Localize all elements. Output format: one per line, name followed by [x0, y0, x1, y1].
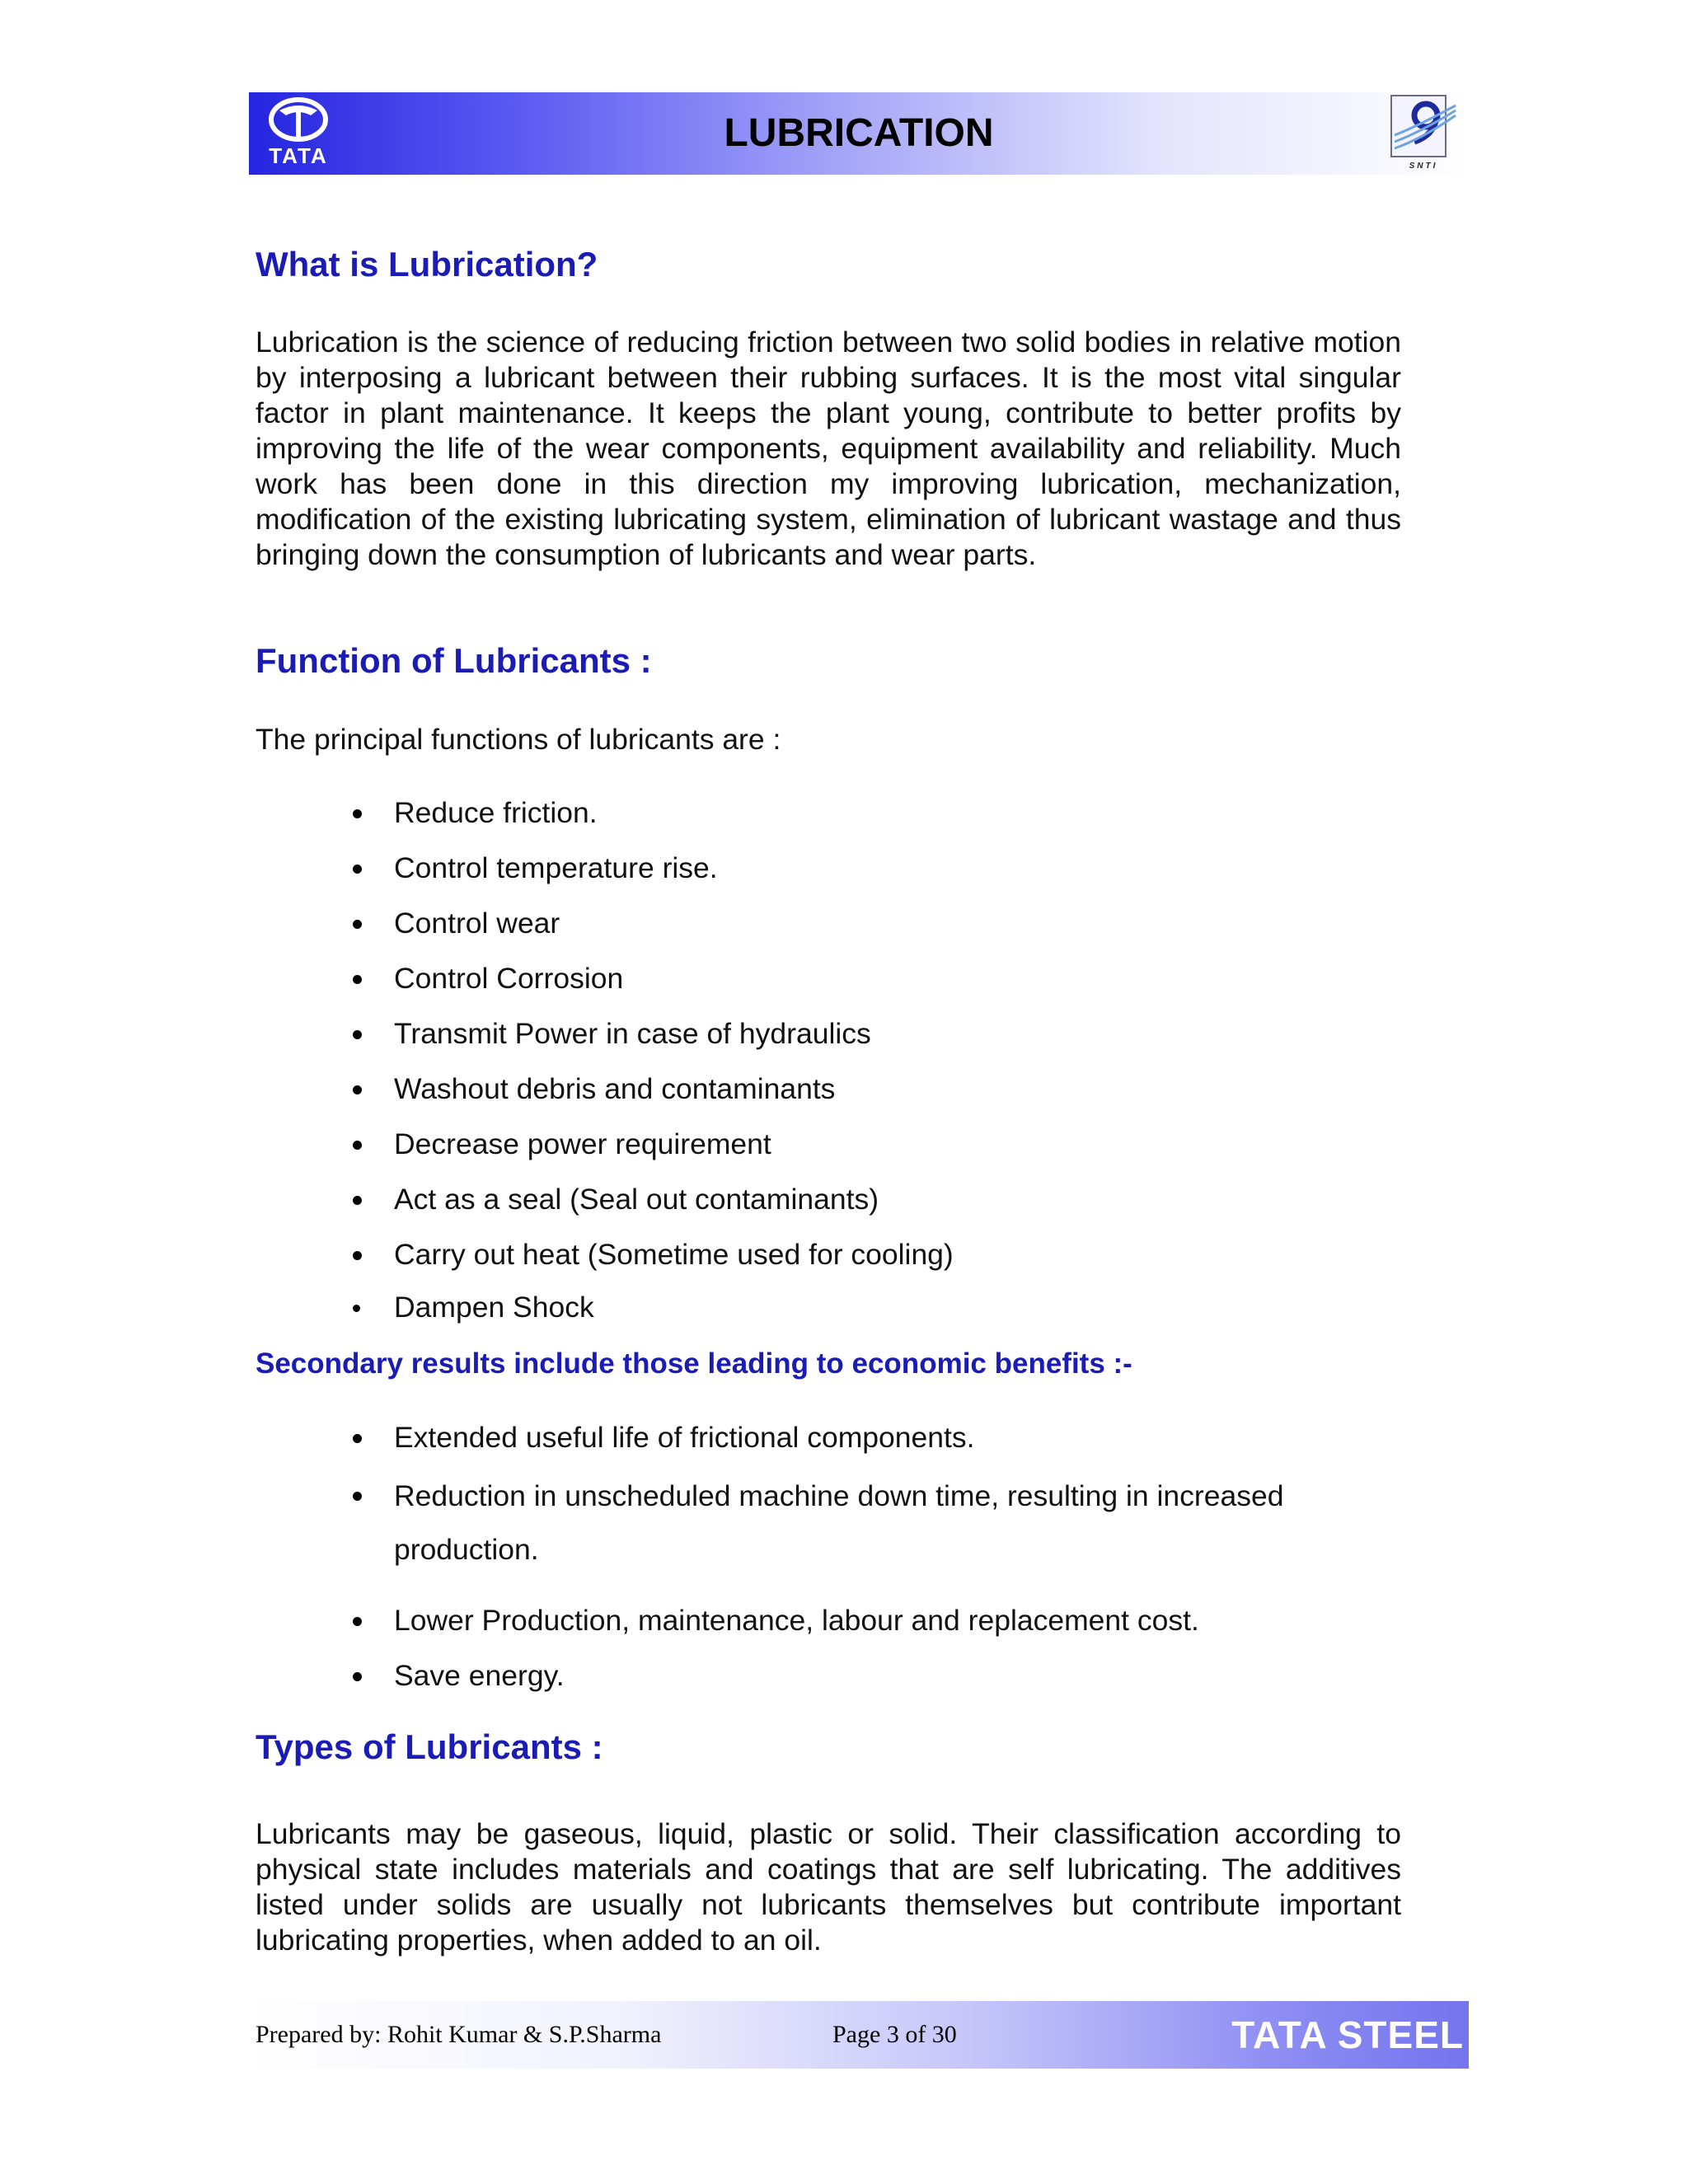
list-item: Washout debris and contaminants — [256, 1071, 1401, 1107]
header-band — [249, 92, 1469, 175]
bullet-icon — [353, 809, 362, 818]
section-function-intro — [256, 722, 1401, 757]
section-function — [256, 641, 1401, 681]
section-what — [256, 245, 1401, 284]
bullet-icon — [353, 1030, 362, 1039]
list-item: Transmit Power in case of hydraulics — [256, 1016, 1401, 1052]
secondary-list — [256, 1420, 1401, 1694]
function-intro: The principal functions of lubricants are : — [256, 723, 781, 756]
bullet-icon — [353, 1141, 362, 1150]
bullet-icon — [353, 1196, 362, 1205]
list-item: Dampen Shock — [256, 1290, 1401, 1325]
list-item: Reduce friction. — [256, 795, 1401, 831]
paragraph-what-is-lubrication: Lubrication is the science of reducing friction between two solid bodies in relative motion by interposing a lubricant between their rubbing surfaces. It is the most vital singular factor in plant maintenance. It keeps the plant young, contribute to better profits by improving the life of the wear components, equipment availability and reliability. Much work has been done in this direction my improving lubrication, mechanization, modification of the existing lubricating system, elimination of lubricant wastage and thus bringing down the consumption of lubricants and wear parts. — [256, 326, 1401, 571]
bullet-icon — [353, 1085, 362, 1094]
bullet-icon — [353, 865, 362, 874]
list-item: Extended useful life of frictional components. — [256, 1420, 1401, 1455]
list-item: Control temperature rise. — [256, 851, 1401, 886]
sntl-logo-text: SNTI — [1409, 162, 1438, 171]
heading-secondary-results: Secondary results include those leading to economic benefits :- — [256, 1347, 1132, 1380]
section-secondary — [256, 1347, 1401, 1380]
heading-function-of-lubricants: Function of Lubricants : — [256, 641, 652, 680]
list-item: Save energy. — [256, 1658, 1401, 1694]
list-item: Carry out heat (Sometime used for cooling) — [256, 1237, 1401, 1272]
heading-types-of-lubricants: Types of Lubricants : — [256, 1727, 603, 1766]
tata-steel-logo: TATA STEEL — [1231, 2013, 1464, 2056]
function-list — [256, 795, 1401, 1325]
list-item: Decrease power requirement — [256, 1127, 1401, 1162]
bullet-icon — [353, 1672, 362, 1681]
section-types-body — [256, 1816, 1401, 1958]
list-item: Control Corrosion — [256, 961, 1401, 996]
footer-band — [249, 2001, 1469, 2069]
bullet-icon — [353, 1492, 362, 1501]
list-item: Reduction in unscheduled machine down time, resulting in increased production. — [256, 1469, 1401, 1577]
section-types — [256, 1727, 1401, 1767]
bullet-icon — [353, 975, 362, 984]
list-item: Control wear — [256, 906, 1401, 941]
bullet-icon — [353, 1434, 362, 1443]
bullet-icon — [353, 1251, 362, 1260]
footer-prepared-by: Prepared by: Rohit Kumar & S.P.Sharma — [256, 2021, 662, 2048]
bullet-icon — [353, 1617, 362, 1626]
footer-page-number: Page 3 of 30 — [832, 2021, 957, 2048]
list-item: Lower Production, maintenance, labour and replacement cost. — [256, 1603, 1401, 1638]
list-item: Act as a seal (Seal out contaminants) — [256, 1182, 1401, 1217]
heading-what-is-lubrication: What is Lubrication? — [256, 245, 598, 284]
bullet-icon — [353, 1305, 360, 1312]
paragraph-types-of-lubricants: Lubricants may be gaseous, liquid, plastic or solid. Their classification according to physical state includes materials and coatings that are self lubricating. The additives listed under solids are usually not lubricants themselves but contribute important lubricating properties, when added to an oil. — [256, 1817, 1401, 1957]
section-what-body — [256, 325, 1401, 573]
sntl-emblem-icon — [1386, 92, 1461, 162]
bullet-icon — [353, 920, 362, 929]
tata-logo-text: TATA — [269, 143, 328, 168]
page-title: LUBRICATION — [724, 111, 994, 155]
sntl-logo — [1386, 92, 1461, 175]
